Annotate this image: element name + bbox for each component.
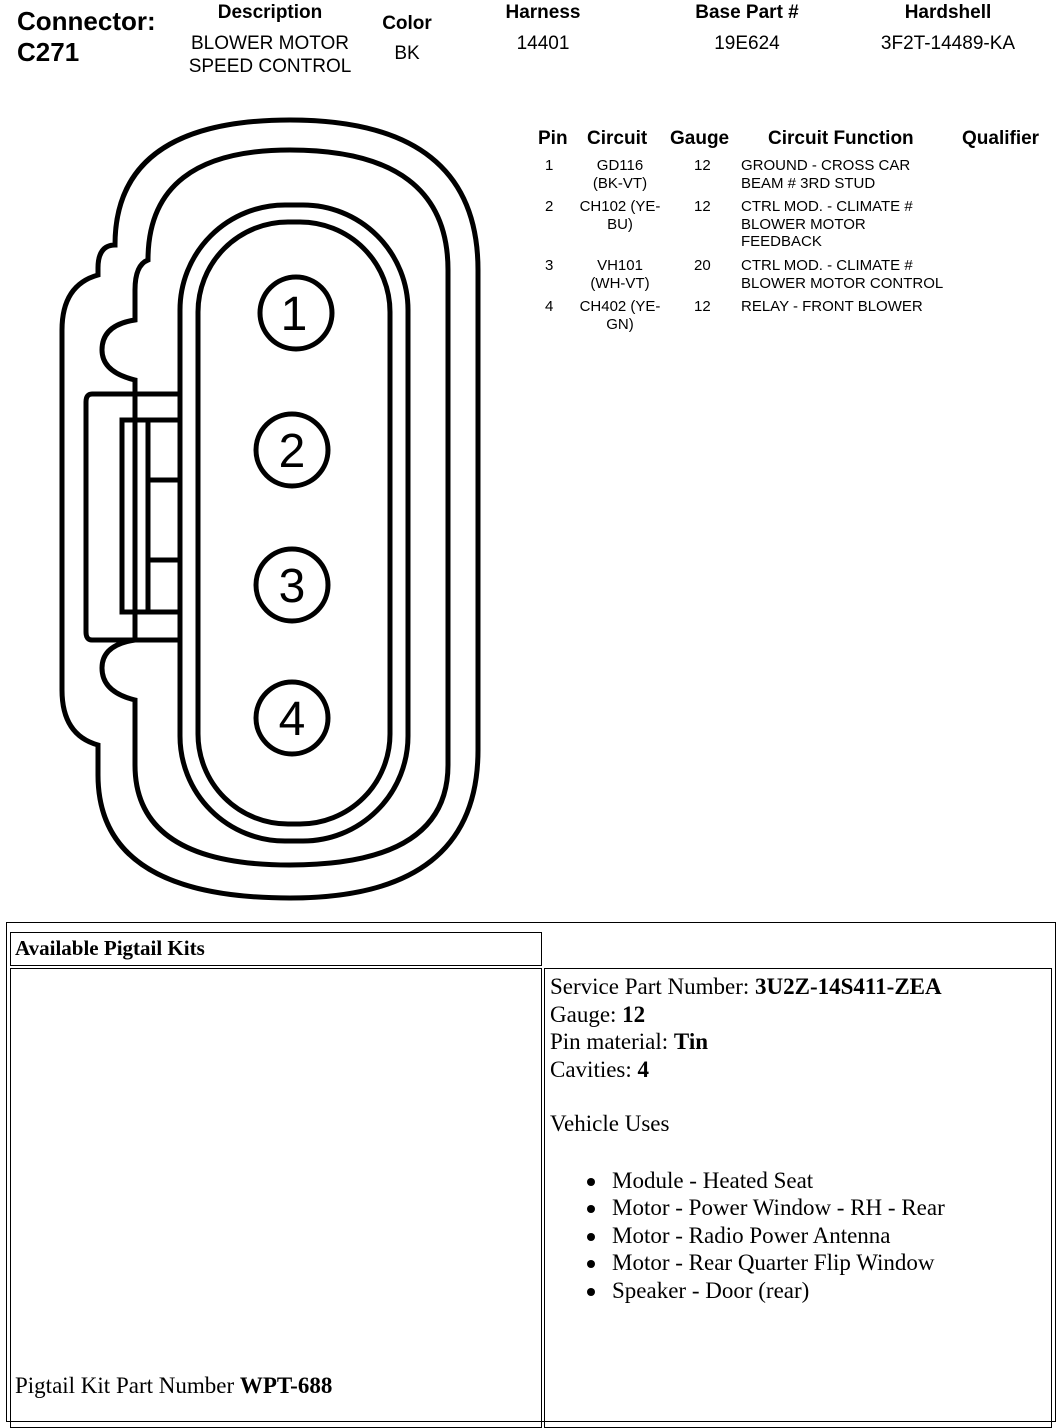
vehicle-use-item [550,1222,945,1250]
description-line2: SPEED CONTROL [188,56,352,77]
vehicle-use-text: Motor - Rear Quarter Flip Window [612,1250,935,1276]
vehicle-use-text: Module - Heated Seat [612,1167,814,1193]
base-part-value: 19E624 [714,33,780,54]
vehicle-use-text: Motor - Power Window - RH - Rear [612,1195,945,1221]
row2-function [741,198,913,251]
base-part-label: Base Part # [695,2,799,23]
row1-function [741,157,910,192]
gauge-header: Gauge [670,128,730,149]
latch-inner [122,420,180,612]
qualifier-header: Qualifier [962,128,1040,149]
row2-function-line3: FEEDBACK [741,233,822,250]
row1-circuit-line1: GD116 [596,157,644,174]
pigtail-kits-title: Available Pigtail Kits [15,936,205,960]
vehicle-use-item [550,1167,945,1195]
cavities-label: Cavities: [550,1056,638,1082]
row4-circuit-line1: CH402 (YE- [579,298,661,315]
row4-circuit-line2: GN) [606,315,634,333]
gauge-label: Gauge: [550,1001,623,1027]
gauge-value: 12 [622,1001,646,1027]
bullet-icon [587,1205,595,1213]
pin-label-4: 4 [278,693,306,746]
connector-label: Connector: [17,6,156,36]
bullet-icon [587,1260,595,1268]
kit-part-value: WPT-688 [239,1373,333,1398]
vehicle-use-text: Motor - Radio Power Antenna [612,1222,891,1248]
row3-function-line1: CTRL MOD. - CLIMATE # [741,257,913,274]
pin-material-label: Pin material: [550,1029,674,1054]
pigtail-kits-title-cell [10,932,542,966]
row1-pin: 1 [545,157,554,174]
row2-gauge: 12 [694,198,711,215]
pigtail-kit-image-cell [10,968,542,1428]
pigtail-kit-details-cell [544,968,1052,1428]
row3-gauge: 20 [694,257,711,274]
row1-circuit [570,157,670,192]
vehicle-uses-list [550,1167,945,1305]
cavities-value: 4 [637,1056,650,1082]
harness-label: Harness [505,2,581,23]
pin-material-line [550,1028,945,1056]
vehicle-use-item [550,1277,945,1305]
service-part-label: Service Part Number: [550,974,756,999]
vehicle-use-text: Speaker - Door (rear) [612,1277,810,1303]
pin-label-3: 3 [278,560,306,613]
row3-pin: 3 [545,257,554,274]
kit-part-label: Pigtail Kit Part Number [15,1373,240,1398]
pigtail-kit-details [550,973,945,1304]
row1-function-line2: BEAM # 3RD STUD [741,174,876,192]
description-line1: BLOWER MOTOR [191,33,349,54]
pin-label-1: 1 [280,288,308,341]
vehicle-use-item [550,1249,945,1277]
row3-circuit [570,257,670,292]
row2-circuit-line1: CH102 (YE- [579,198,661,215]
row2-pin: 2 [545,198,554,215]
row3-function-line2: BLOWER MOTOR CONTROL [741,274,944,292]
row4-function [741,298,923,316]
color-label: Color [382,13,432,34]
row2-circuit-line2: BU) [607,215,633,233]
row1-gauge: 12 [694,157,711,174]
row1-circuit-line2: (BK-VT) [592,174,648,192]
row3-circuit-line2: (WH-VT) [590,274,650,292]
bullet-icon [587,1178,595,1186]
circuit-header: Circuit [587,128,648,149]
description-label: Description [217,2,323,23]
service-part-value: 3U2Z-14S411-ZEA [755,974,942,999]
row2-circuit [570,198,670,233]
vehicle-uses-label: Vehicle Uses [550,1111,670,1136]
base-part-column [672,2,822,55]
row2-function-line1: CTRL MOD. - CLIMATE # [741,198,913,215]
gauge-line [550,1001,945,1029]
row1-function-line1: GROUND - CROSS CAR [741,157,911,174]
row4-circuit [570,298,670,333]
pin-material-value: Tin [673,1029,709,1054]
pigtail-kit-part-number [15,1372,332,1400]
color-value: BK [394,43,420,64]
harness-value: 14401 [516,33,570,54]
hardshell-column [858,2,1038,55]
row4-gauge: 12 [694,298,711,315]
bullet-icon [587,1288,595,1296]
row2-function-line2: BLOWER MOTOR [741,215,866,233]
service-part-line [550,973,945,1001]
vehicle-use-item [550,1194,945,1222]
circuit-function-header: Circuit Function [768,128,914,149]
row4-function-line1: RELAY - FRONT BLOWER [741,298,923,315]
cavities-line [550,1056,945,1084]
row3-function [741,257,943,292]
pin-label-2: 2 [278,425,306,478]
hardshell-label: Hardshell [904,2,992,23]
row4-pin: 4 [545,298,554,315]
row3-circuit-line1: VH101 [597,257,643,274]
connector-id: C271 [17,37,80,67]
bullet-icon [587,1233,595,1241]
connector-face-diagram [0,0,520,910]
hardshell-value: 3F2T-14489-KA [880,33,1016,54]
pin-header: Pin [538,128,568,149]
